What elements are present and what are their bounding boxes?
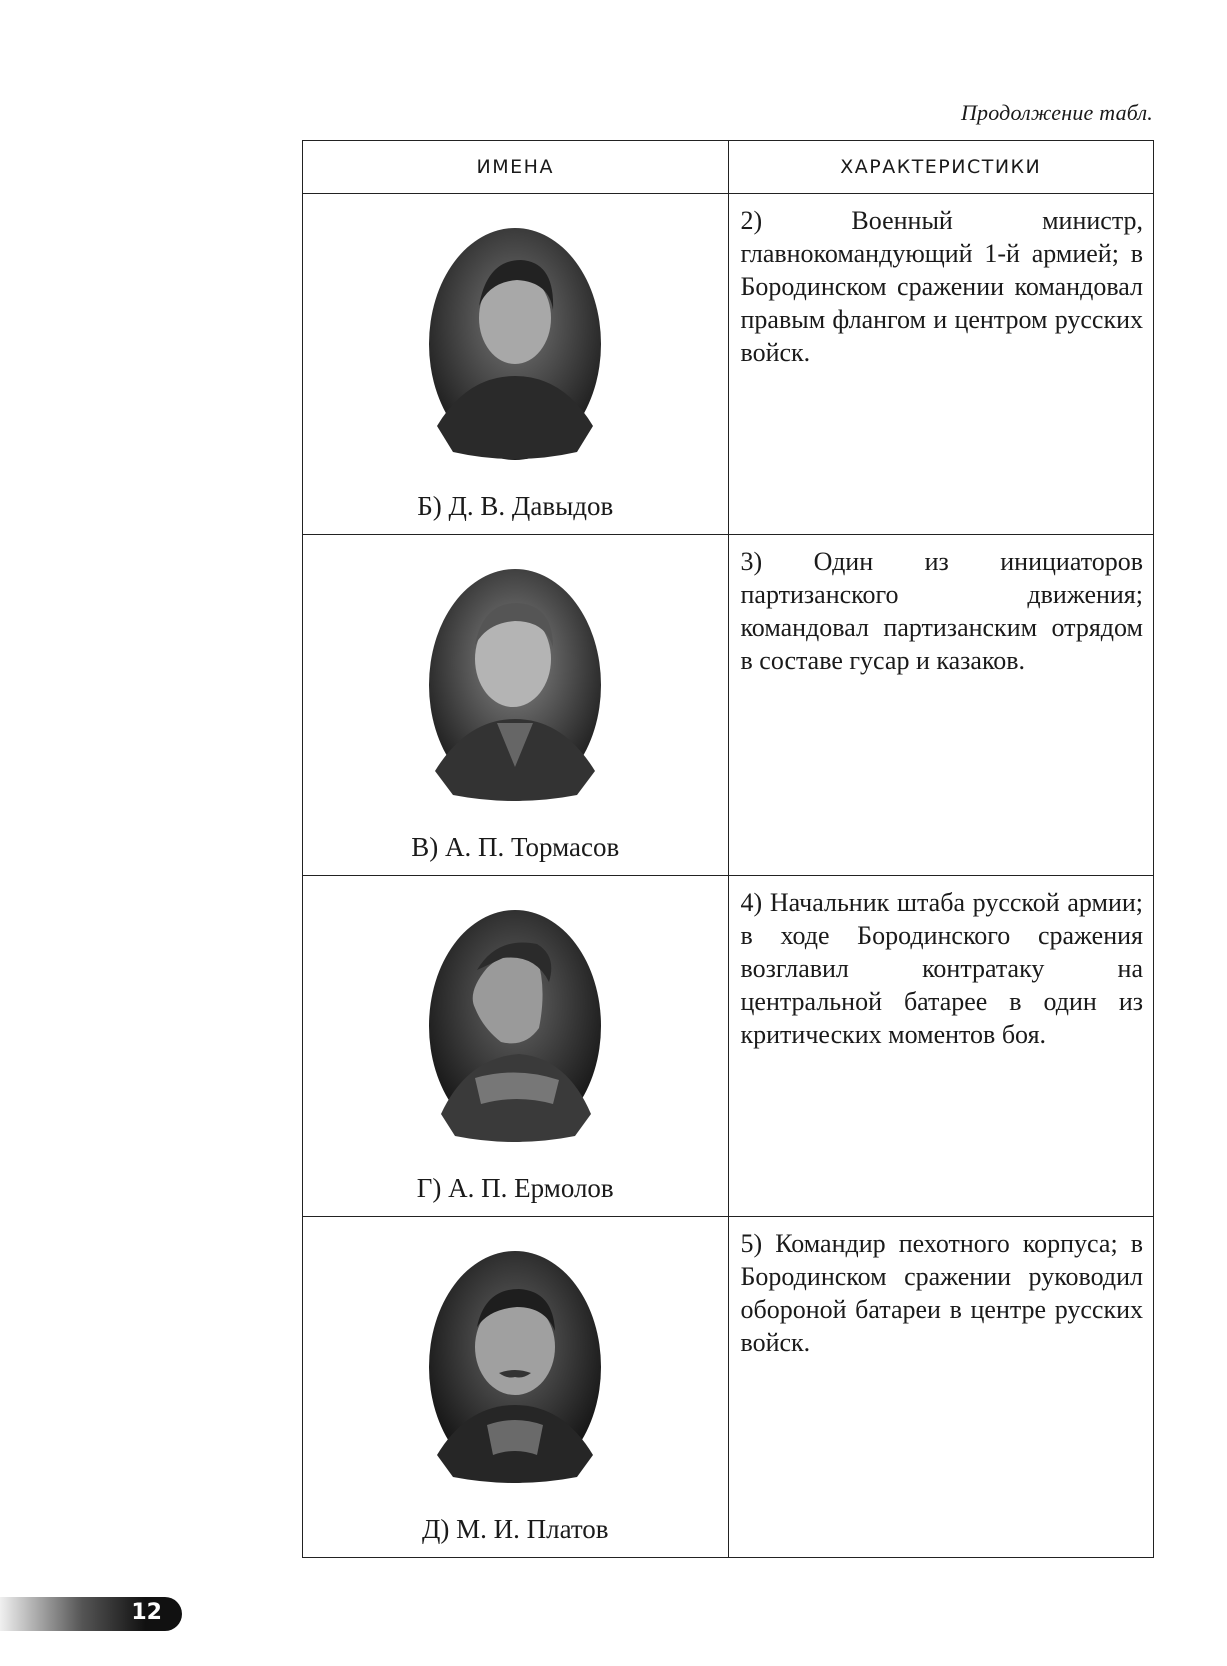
person-name: Д) М. И. Платов xyxy=(421,1514,609,1544)
characteristic-text: 3) Один из инициаторов партизанского движения; командовал партизанским отрядом в составе гусар и казаков. xyxy=(728,535,1154,876)
table-row xyxy=(303,194,1154,535)
name-cell xyxy=(303,194,729,535)
person-name: Г) А. П. Ермолов xyxy=(416,1173,614,1203)
portrait-tormasov-icon xyxy=(427,567,603,803)
portrait-platov-icon xyxy=(427,1249,603,1485)
person-name: В) А. П. Тормасов xyxy=(411,832,620,862)
characteristic-text: 2) Военный министр, главнокомандующий 1-й армией; в Бородинском сражении командовал правым флангом и центром русских войск. xyxy=(728,194,1154,535)
table-row xyxy=(303,876,1154,1217)
page-number-tab xyxy=(0,1597,182,1631)
header-characteristics: ХАРАКТЕРИСТИКИ xyxy=(728,141,1154,194)
names-characteristics-table xyxy=(302,140,1154,1558)
person-name: Б) Д. В. Давыдов xyxy=(417,491,614,521)
name-cell xyxy=(303,876,729,1217)
table-header-row xyxy=(303,141,1154,194)
page-number: 12 xyxy=(131,1600,162,1625)
header-names: ИМЕНА xyxy=(303,141,729,194)
portrait-ermolov-icon xyxy=(427,908,603,1144)
characteristic-text: 4) Начальник штаба русской армии; в ходе Бородинского сражения возглавил контратаку на центральной батарее в один из критических моментов боя. xyxy=(728,876,1154,1217)
table-row xyxy=(303,535,1154,876)
name-cell xyxy=(303,1217,729,1558)
table-continuation-caption: Продолжение табл. xyxy=(960,100,1153,125)
table-row xyxy=(303,1217,1154,1558)
name-cell xyxy=(303,535,729,876)
portrait-davydov-icon xyxy=(427,226,603,462)
characteristic-text: 5) Командир пехотного корпуса; в Бородинском сражении руководил обороной батареи в центре русских войск. xyxy=(728,1217,1154,1558)
